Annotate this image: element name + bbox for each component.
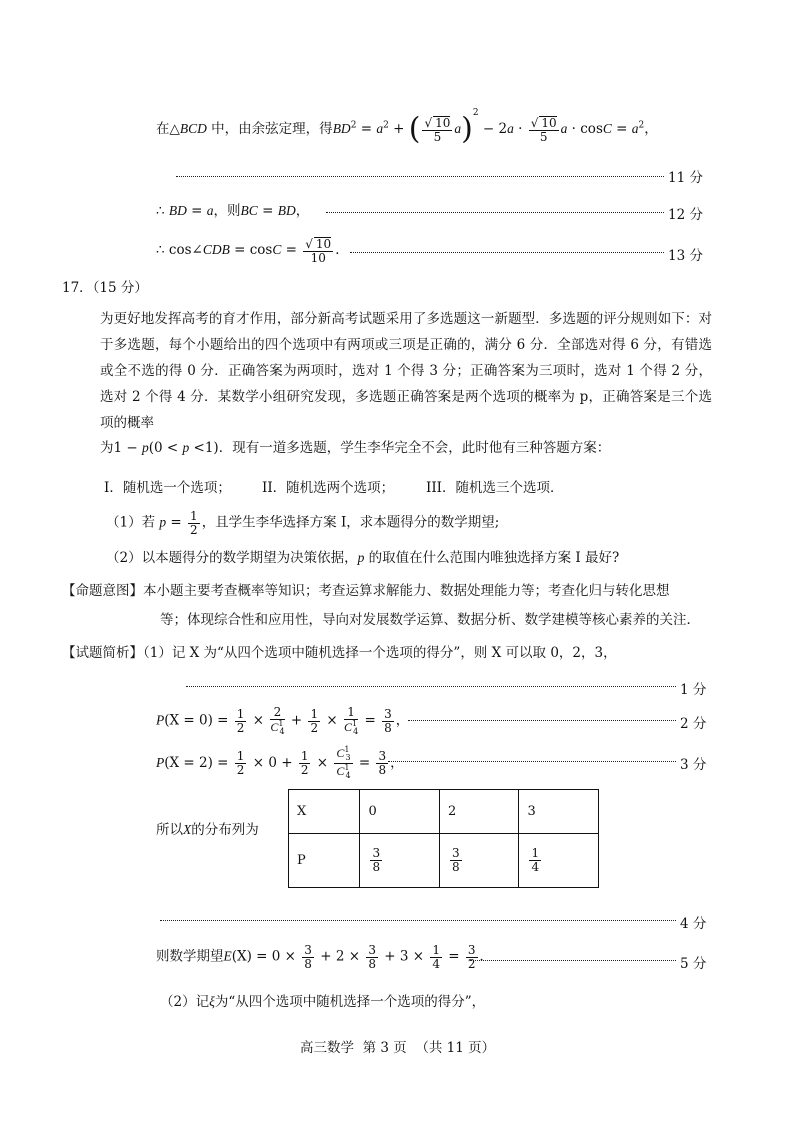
option-3: III．随机选三个选项． — [426, 480, 564, 496]
dotted-leader — [326, 212, 664, 213]
score-2: 2 分 — [680, 716, 707, 732]
bd-equals-a-line: ∴ BD = a，则BC = BD， — [156, 203, 310, 219]
analysis-line: 【试题简析】（1）记 X 为“从四个选项中随机选择一个选项的得分”，则 X 可以取 0，2，3， — [62, 645, 617, 661]
score-1: 1 分 — [680, 682, 707, 698]
table-cell: $\frac{3}{8}$ — [360, 834, 440, 888]
score-5: 5 分 — [680, 956, 707, 972]
sub-question-1: （1）若 p = $\frac{1}{2}$ ，且学生李华选择方案 I，求本题得分的数学期望; — [106, 509, 500, 537]
fraction-sqrt10-over-10: $\frac{√ 10}{10}$ — [305, 237, 332, 265]
dotted-leader — [350, 252, 664, 253]
page-footer: 高三数学 第 3 页 （共 11 页） — [300, 1040, 496, 1056]
table-cell: 0 — [360, 790, 440, 834]
table-cell: $\frac{1}{4}$ — [519, 834, 599, 888]
table-row — [289, 790, 599, 834]
dotted-leader — [186, 686, 676, 687]
sub-question-2: （2）以本题得分的数学期望为决策依据，p 的取值在什么范围内唯独选择方案 I 最好? — [106, 550, 620, 566]
intent-line-1: 【命题意图】本小题主要考查概率等知识；考查运算求解能力、数据处理能力等；考查化归与转化思想 — [62, 583, 670, 599]
score-13: 13 分 — [668, 248, 703, 264]
problem-last-line: 为1 − p(0 < p <1)．现有一道多选题，学生李华完全不会，此时他有三种答题方案： — [100, 440, 611, 456]
score-12: 12 分 — [668, 207, 703, 223]
problem-statement: 为更好地发挥高考的育才作用，部分新高考试题采用了多选题这一新题型．多选题的评分规则如下：对于多选题，每个小题给出的四个选项中有两项或三项是正确的，满分 6 分．全部选对得 6 分，有错选或全不选的得 0 分．正确答案为两项时，选对 1 个得 3 分；正确答案为三项时，选对 1 个得 2 分，选对 2 个得 4 分．某数学小组研究发现，多选题正确答案是两个选项的概率为 p，正确答案是三个选项的概率 — [100, 311, 712, 431]
cos-cdb-line: ∴ cos∠CDB = cosC = $\frac{√ 10}{10}$ ． — [156, 237, 349, 265]
score-11: 11 分 — [668, 170, 703, 186]
dotted-leader — [470, 960, 676, 961]
table-cell: P — [289, 834, 360, 888]
expectation-formula: 则数学期望E(X) = 0 × $\frac{3}{8}$ + 2 × $\frac{3}{8}$ + 3 × $\frac{1}{4}$ = $\frac{3}{2}$ ． — [156, 943, 494, 971]
option-1: I．随机选一个选项； — [104, 480, 231, 496]
cosine-law-line: 在△BCD 中，由余弦定理，得$BD^2 = a^2$ + ( $\frac{√ 10}{5}$ a)$^2$ − 2a · $\frac{√ 10}{5}$ $a \cdot \cos C = a^2$， — [156, 108, 658, 147]
score-3: 3 分 — [680, 757, 707, 773]
distribution-table — [288, 789, 599, 888]
table-cell: 3 — [519, 790, 599, 834]
score-4: 4 分 — [680, 916, 707, 932]
dotted-leader — [176, 176, 664, 177]
table-cell: 2 — [439, 790, 519, 834]
p-x-2-formula: P(X = 2) = $\frac{1}{2}$ × 0 + $\frac{1}{2}$ × $\frac{C^1_3}{C^1_4}$ = $\frac{3}{8}$ ， — [156, 745, 404, 781]
table-row — [289, 834, 599, 888]
fraction-sqrt10-over-5-b: $\frac{√ 10}{5}$ — [530, 115, 557, 144]
fraction-sqrt10-over-5: $\frac{√ 10}{5}$ — [424, 115, 451, 144]
table-cell: X — [289, 790, 360, 834]
intent-line-2: 等；体现综合性和应用性，导向对发展数学运算、数据分析、数学建模等核心素养的关注． — [160, 612, 700, 628]
table-cell: $\frac{3}{8}$ — [439, 834, 519, 888]
fraction-half: $\frac{1}{2}$ — [190, 509, 198, 537]
sub2-answer-line: （2）记ξ为“从四个选项中随机选择一个选项的得分”， — [160, 994, 486, 1010]
distribution-label: 所以X的分布列为 — [156, 822, 259, 838]
option-2: II．随机选两个选项； — [262, 480, 395, 496]
dotted-leader — [388, 761, 676, 762]
question-number: 17．（15 分） — [62, 280, 148, 296]
dotted-leader — [408, 720, 676, 721]
p-x-0-formula: P(X = 0) = $\frac{1}{2}$ × $\frac{2}{C^1_4}$ + $\frac{1}{2}$ × $\frac{1}{C^1_4}$ = $\frac{3}{8}$ ， — [156, 705, 410, 736]
dotted-leader — [160, 920, 676, 921]
